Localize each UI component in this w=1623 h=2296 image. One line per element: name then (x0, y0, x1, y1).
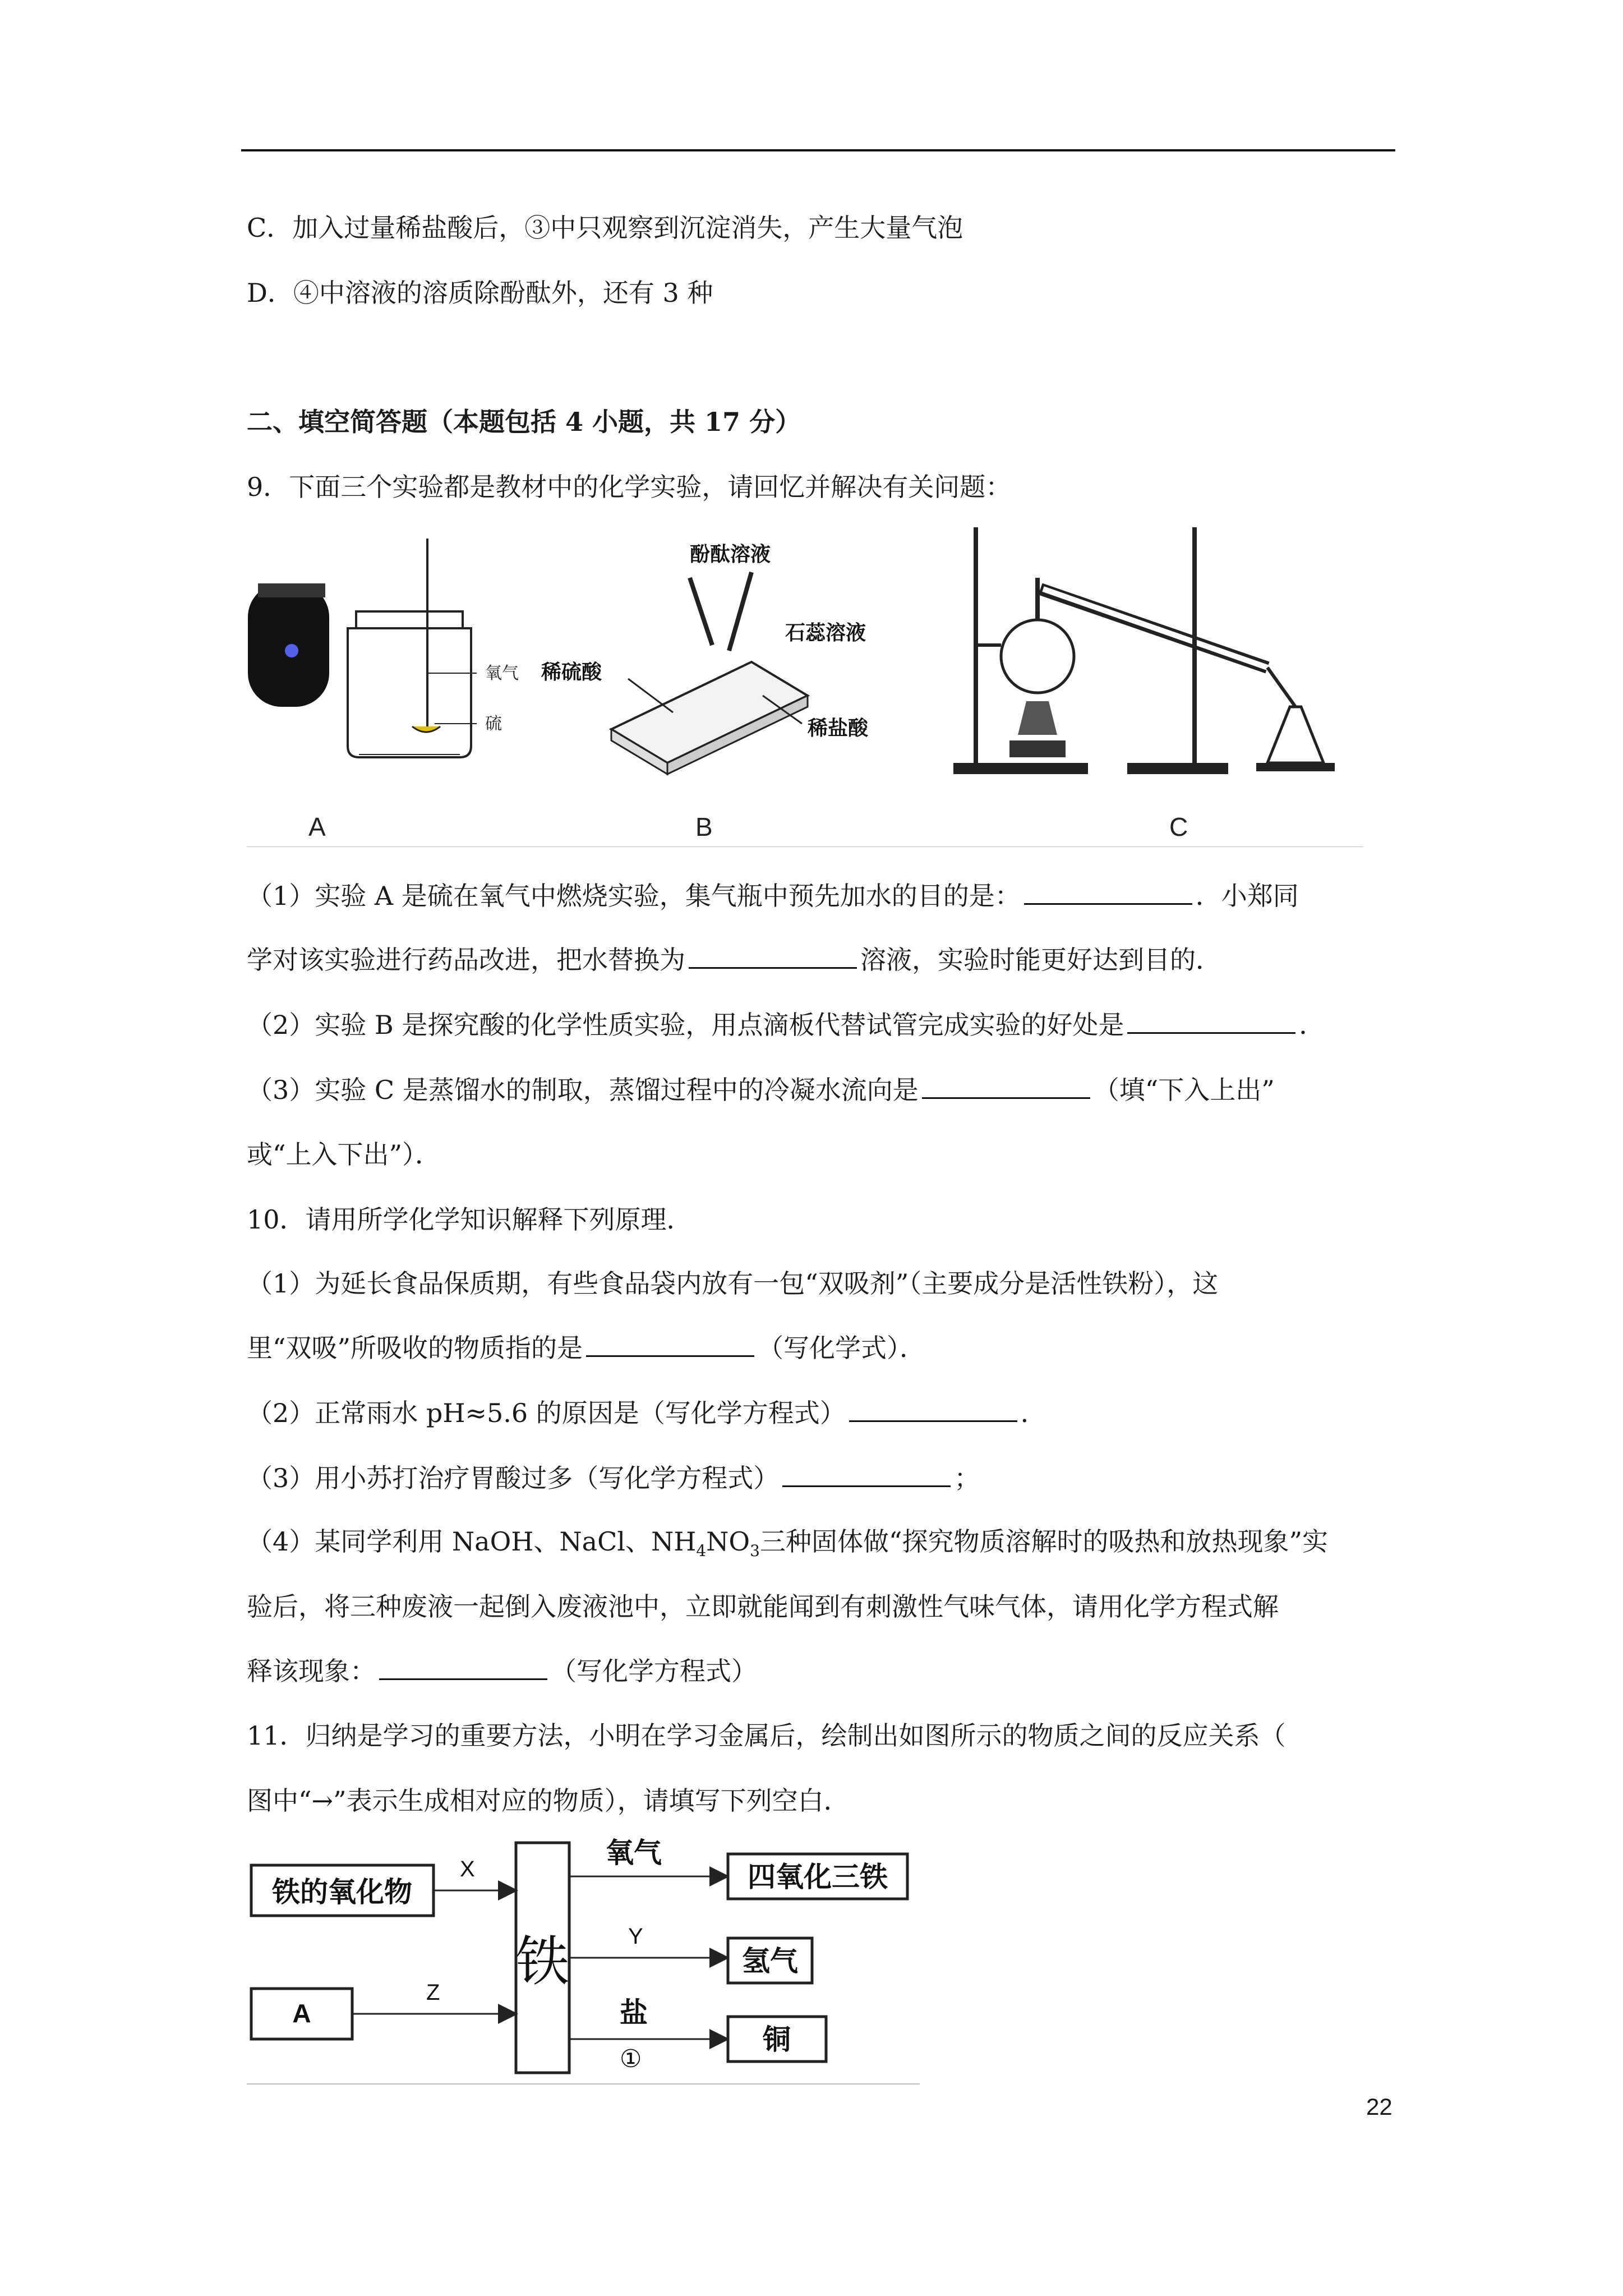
answer-blank[interactable] (782, 1461, 951, 1487)
label-salt: 盐 (620, 1996, 648, 2029)
q9-part3-line1 (247, 1073, 1275, 1107)
text: ． (1020, 1398, 1046, 1428)
option-c: C．加入过量稀盐酸后，③中只观察到沉淀消失，产生大量气泡 (247, 213, 963, 243)
text: NO (706, 1526, 750, 1557)
q9-part2 (247, 1007, 1325, 1042)
answer-blank[interactable] (922, 1073, 1090, 1099)
text: 学对该实验进行药品改进，把水替换为 (247, 945, 685, 975)
label-copper: 铜 (763, 2023, 791, 2056)
text: ．小郑同 (1195, 881, 1299, 911)
experiment-figure (247, 516, 1363, 847)
text: ； (954, 1463, 980, 1493)
text: （2）实验 B 是探究酸的化学性质实验，用点滴板代替试管完成实验的好处是 (247, 1010, 1124, 1040)
question-11-line2: 图中“→”表示生成相对应的物质），请填写下列空白． (247, 1786, 850, 1816)
q10-part2 (247, 1396, 1046, 1430)
label-x: X (460, 1857, 475, 1881)
text: （写化学式）． (758, 1333, 926, 1363)
q10-part1-line2 (247, 1331, 925, 1365)
subscript: 3 (750, 1542, 760, 1561)
label-fe3o4: 四氧化三铁 (748, 1860, 888, 1893)
label-a: A (308, 812, 326, 841)
answer-blank[interactable] (586, 1331, 754, 1357)
label-c: C (1169, 812, 1188, 841)
label-oxygen: 氧气 (606, 1836, 662, 1869)
label-b: B (695, 812, 713, 841)
q10-part1-line1: （1）为延长食品保质期，有些食品袋内放有一包“双吸剂”（主要成分是活性铁粉），这 (247, 1268, 1219, 1299)
text: （3）实验 C 是蒸馏水的制取，蒸馏过程中的冷凝水流向是 (247, 1075, 919, 1105)
label-oxygen: 氧气 (485, 664, 519, 683)
label-circle1: ① (620, 2045, 642, 2073)
text: 释该现象： (247, 1656, 376, 1686)
header-rule (241, 149, 1395, 151)
section-title: 二、填空简答题（本题包括 4 小题，共 17 分） (247, 407, 801, 437)
option-d: D．④中溶液的溶质除酚酞外，还有 3 种 (247, 278, 713, 308)
q10-part4-line1 (247, 1525, 1328, 1568)
text: 三种固体做“探究物质溶解时的吸热和放热现象”实 (759, 1526, 1329, 1557)
text: 里“双吸”所吸收的物质指的是 (247, 1333, 583, 1363)
subscript: 4 (696, 1542, 707, 1561)
answer-blank[interactable] (1024, 878, 1192, 905)
question-9: 9．下面三个实验都是教材中的化学实验，请回忆并解决有关问题： (247, 472, 1012, 502)
answer-blank[interactable] (379, 1654, 547, 1680)
q9-part1-line2 (247, 942, 1221, 977)
label-iron: 铁 (515, 1930, 569, 1993)
q9-part3-line2: 或“上入下出”）． (247, 1139, 441, 1170)
question-11-line1: 11．归纳是学习的重要方法，小明在学习金属后，绘制出如图所示的物质之间的反应关系（ (247, 1720, 1286, 1751)
text: （3）用小苏打治疗胃酸过多（写化学方程式） (247, 1463, 780, 1493)
text: （4）某同学利用 NaOH、NaCl、NH (247, 1526, 697, 1557)
text: 溶液，实验时能更好达到目的． (860, 945, 1221, 975)
text: （1）实验 A 是硫在氧气中燃烧实验，集气瓶中预先加水的目的是： (247, 881, 1021, 911)
q10-part3 (247, 1461, 980, 1495)
label-sulfur: 硫 (485, 715, 502, 733)
q10-part4-line3 (247, 1654, 757, 1688)
label-z: Z (426, 1980, 440, 2005)
label-hydrogen: 氢气 (742, 1944, 798, 1977)
q10-part4-line2: 验后，将三种废液一起倒入废液池中，立即就能闻到有刺激性气味气体，请用化学方程式解 (247, 1591, 1279, 1622)
question-10: 10．请用所学化学知识解释下列原理． (247, 1204, 693, 1235)
answer-blank[interactable] (849, 1396, 1017, 1422)
answer-blank[interactable] (1127, 1007, 1295, 1034)
iron-reaction-diagram (247, 1829, 920, 2087)
label-iron-oxide: 铁的氧化物 (272, 1875, 412, 1908)
text: （2）正常雨水 pH≈5.6 的原因是（写化学方程式） (247, 1398, 846, 1428)
label-dilute-hcl: 稀盐酸 (808, 716, 869, 739)
text: （填“下入上出” (1093, 1075, 1275, 1105)
label-dilute-h2so4: 稀硫酸 (541, 660, 602, 683)
label-phenolphthalein: 酚酞溶液 (690, 542, 771, 565)
answer-blank[interactable] (689, 942, 857, 969)
text: ． (1299, 1010, 1325, 1040)
label-litmus: 石蕊溶液 (785, 621, 866, 644)
q9-part1-line1 (247, 878, 1299, 913)
experiment-b (541, 542, 869, 774)
experiment-c (953, 527, 1335, 774)
page-number: 22 (1366, 2093, 1393, 2120)
experiment-a (248, 539, 519, 757)
label-y: Y (628, 1924, 643, 1949)
label-a: A (292, 1999, 311, 2028)
text: （写化学方程式） (551, 1656, 757, 1686)
